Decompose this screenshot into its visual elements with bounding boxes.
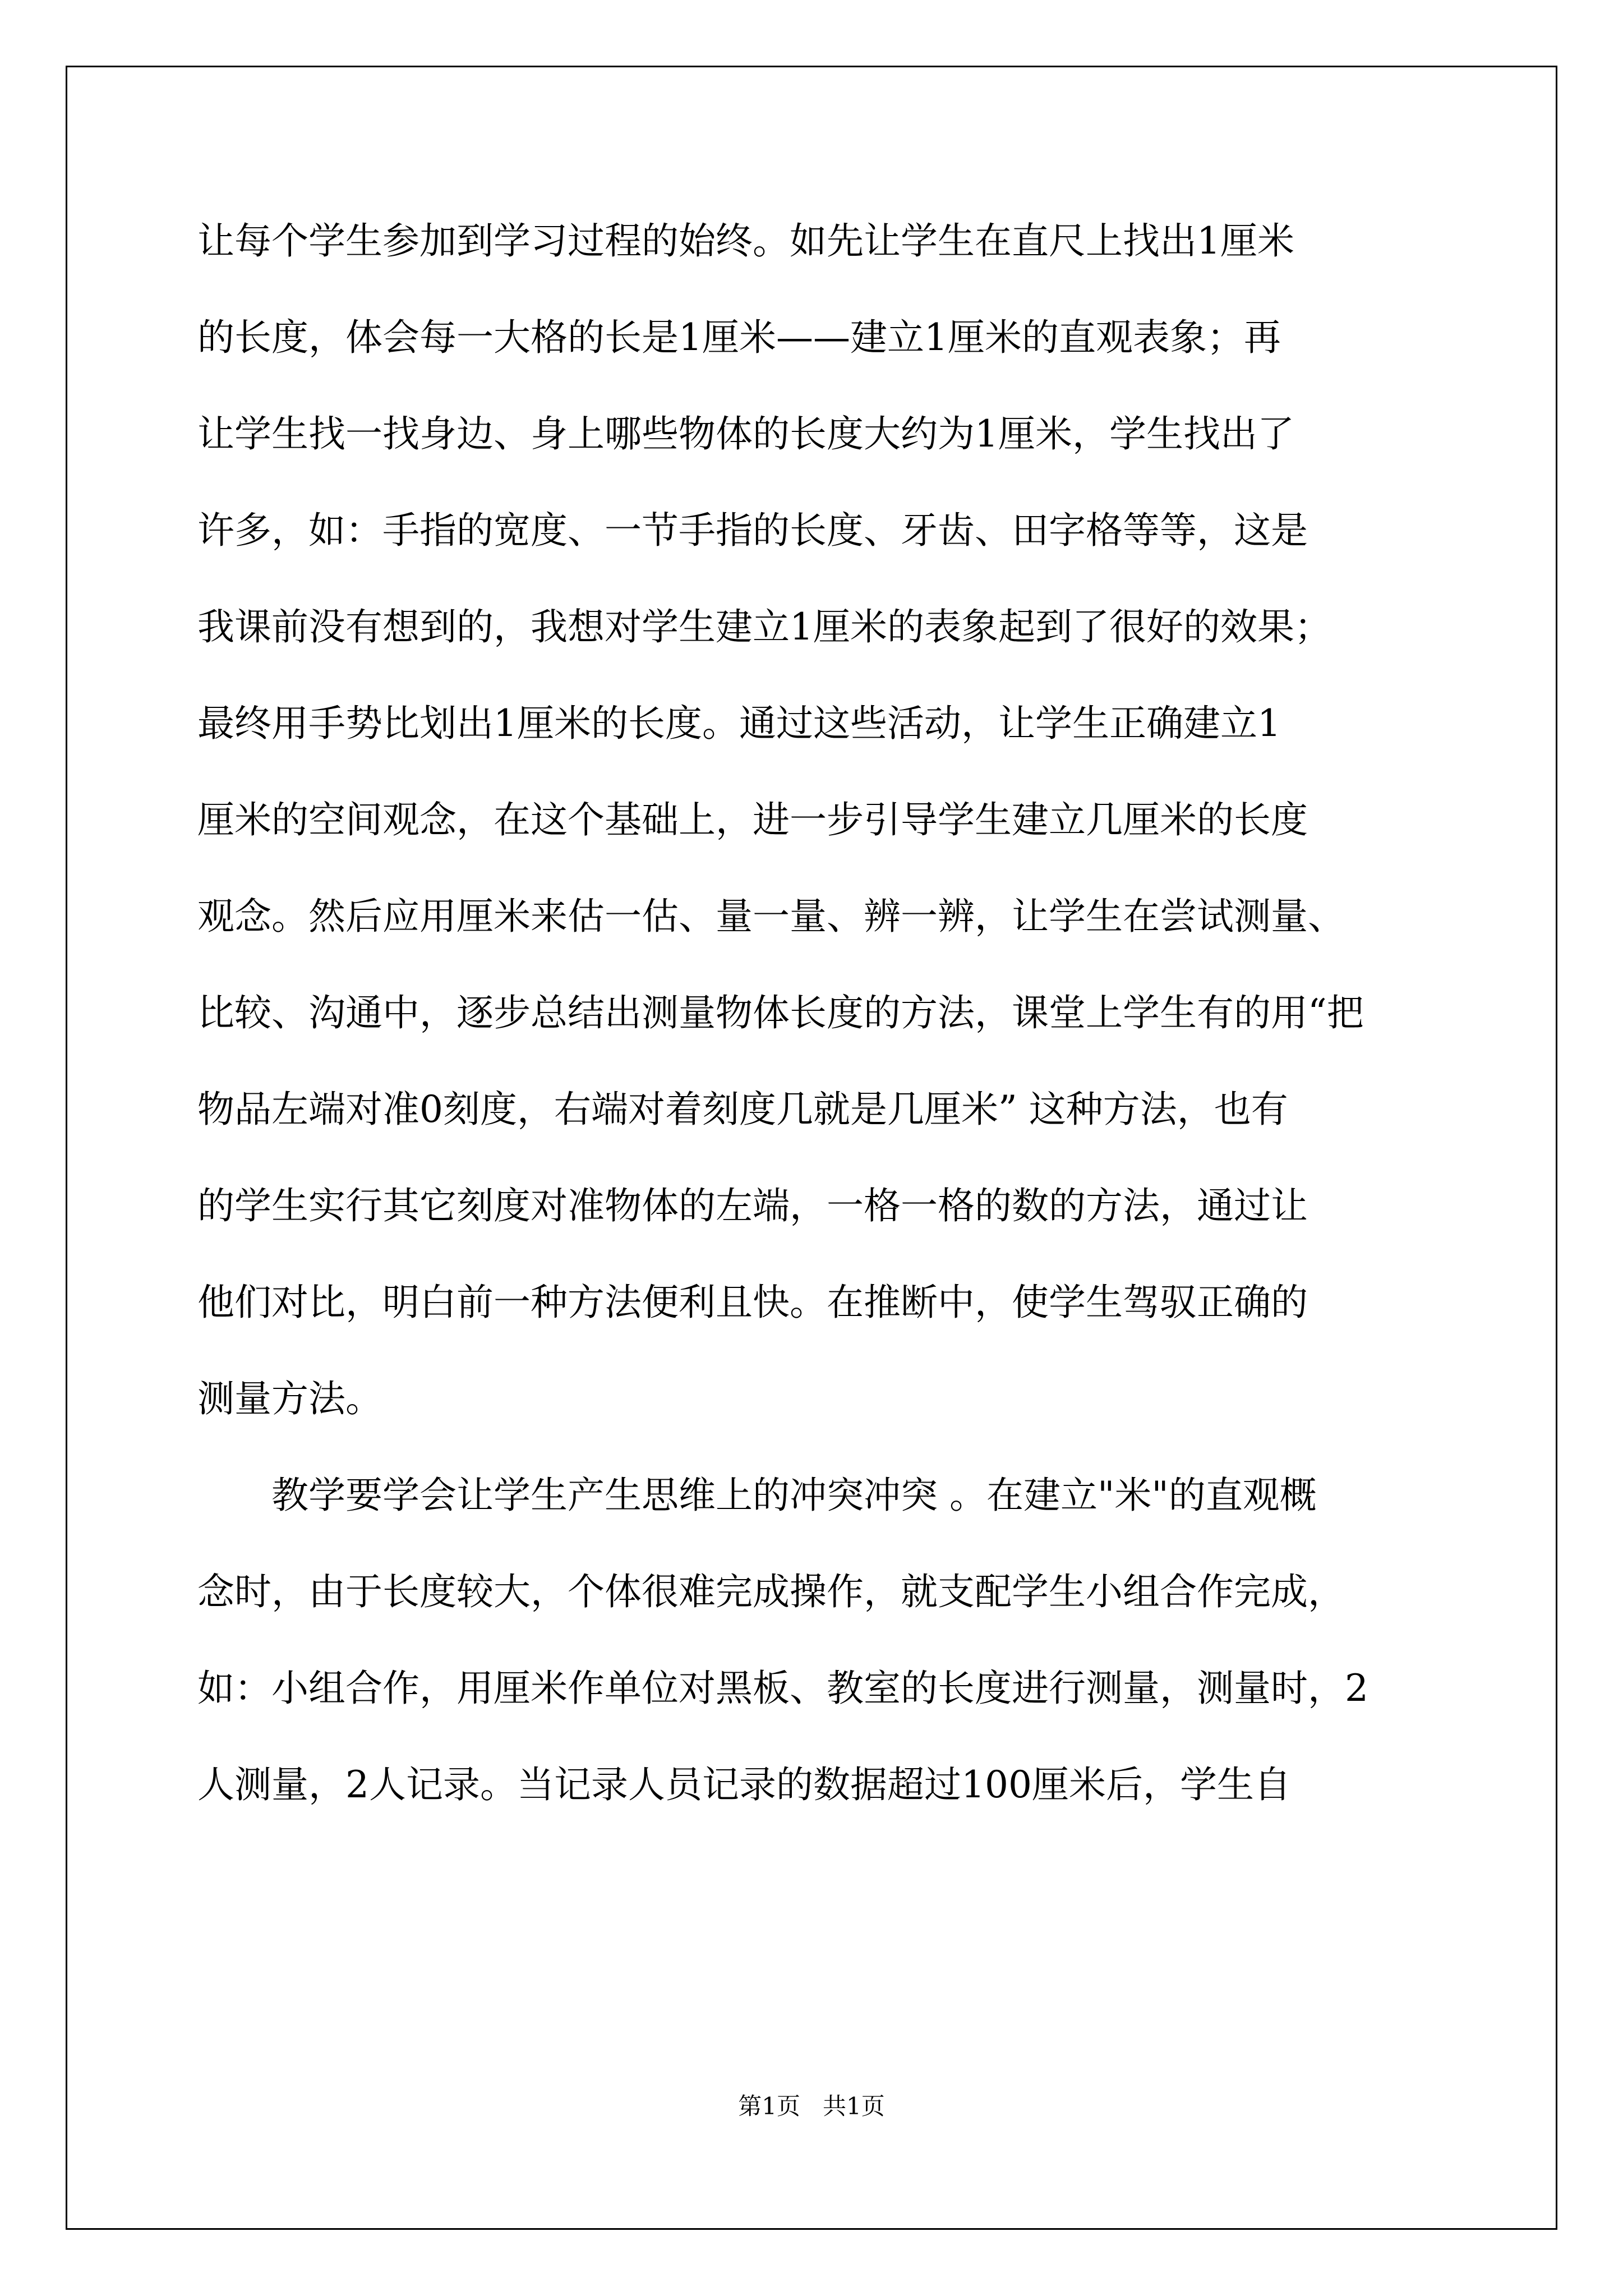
page-border — [66, 66, 1557, 2230]
text-line: 观念。然后应用厘米来估一估、量一量、辨一辨，让学生在尝试测量、 — [197, 895, 1345, 938]
text-line: 厘米的空间观念，在这个基础上，进一步引导学生建立几厘米的长度 — [197, 798, 1308, 841]
text-line: 他们对比，明白前一种方法便利且快。在推断中，使学生驾驭正确的 — [197, 1281, 1308, 1324]
text-line: 人测量，2人记录。当记录人员记录的数据超过100厘米后，学生自 — [197, 1763, 1291, 1806]
text-line: 测量方法。 — [197, 1377, 382, 1420]
page-footer: 第1页 共1页 — [738, 2092, 885, 2120]
text-line: 让每个学生参加到学习过程的始终。如先让学生在直尺上找出1厘米 — [197, 219, 1294, 263]
text-line: 让学生找一找身边、身上哪些物体的长度大约为1厘米，学生找出了 — [197, 412, 1294, 455]
text-line: 教学要学会让学生产生思维上的冲突冲突 。在建立"米"的直观概 — [197, 1474, 1317, 1517]
text-line: 的学生实行其它刻度对准物体的左端，一格一格的数的方法，通过让 — [197, 1184, 1308, 1227]
text-line: 许多，如：手指的宽度、一节手指的长度、牙齿、田字格等等，这是 — [197, 509, 1308, 552]
text-line: 念时，由于长度较大，个体很难完成操作，就支配学生小组合作完成， — [197, 1570, 1345, 1613]
text-line: 我课前没有想到的，我想对学生建立1厘米的表象起到了很好的效果； — [197, 605, 1331, 648]
text-line: 最终用手势比划出1厘米的长度。通过这些活动，让学生正确建立1 — [197, 702, 1281, 745]
text-line: 的长度，体会每一大格的长是1厘米——建立1厘米的直观表象；再 — [197, 316, 1281, 359]
text-line: 比较、沟通中，逐步总结出测量物体长度的方法，课堂上学生有的用“把 — [197, 991, 1364, 1034]
text-line: 如：小组合作，用厘米作单位对黑板、教室的长度进行测量，测量时，2 — [197, 1667, 1368, 1710]
text-line: 物品左端对准0刻度，右端对着刻度几就是几厘米” 这种方法，也有 — [197, 1088, 1288, 1131]
